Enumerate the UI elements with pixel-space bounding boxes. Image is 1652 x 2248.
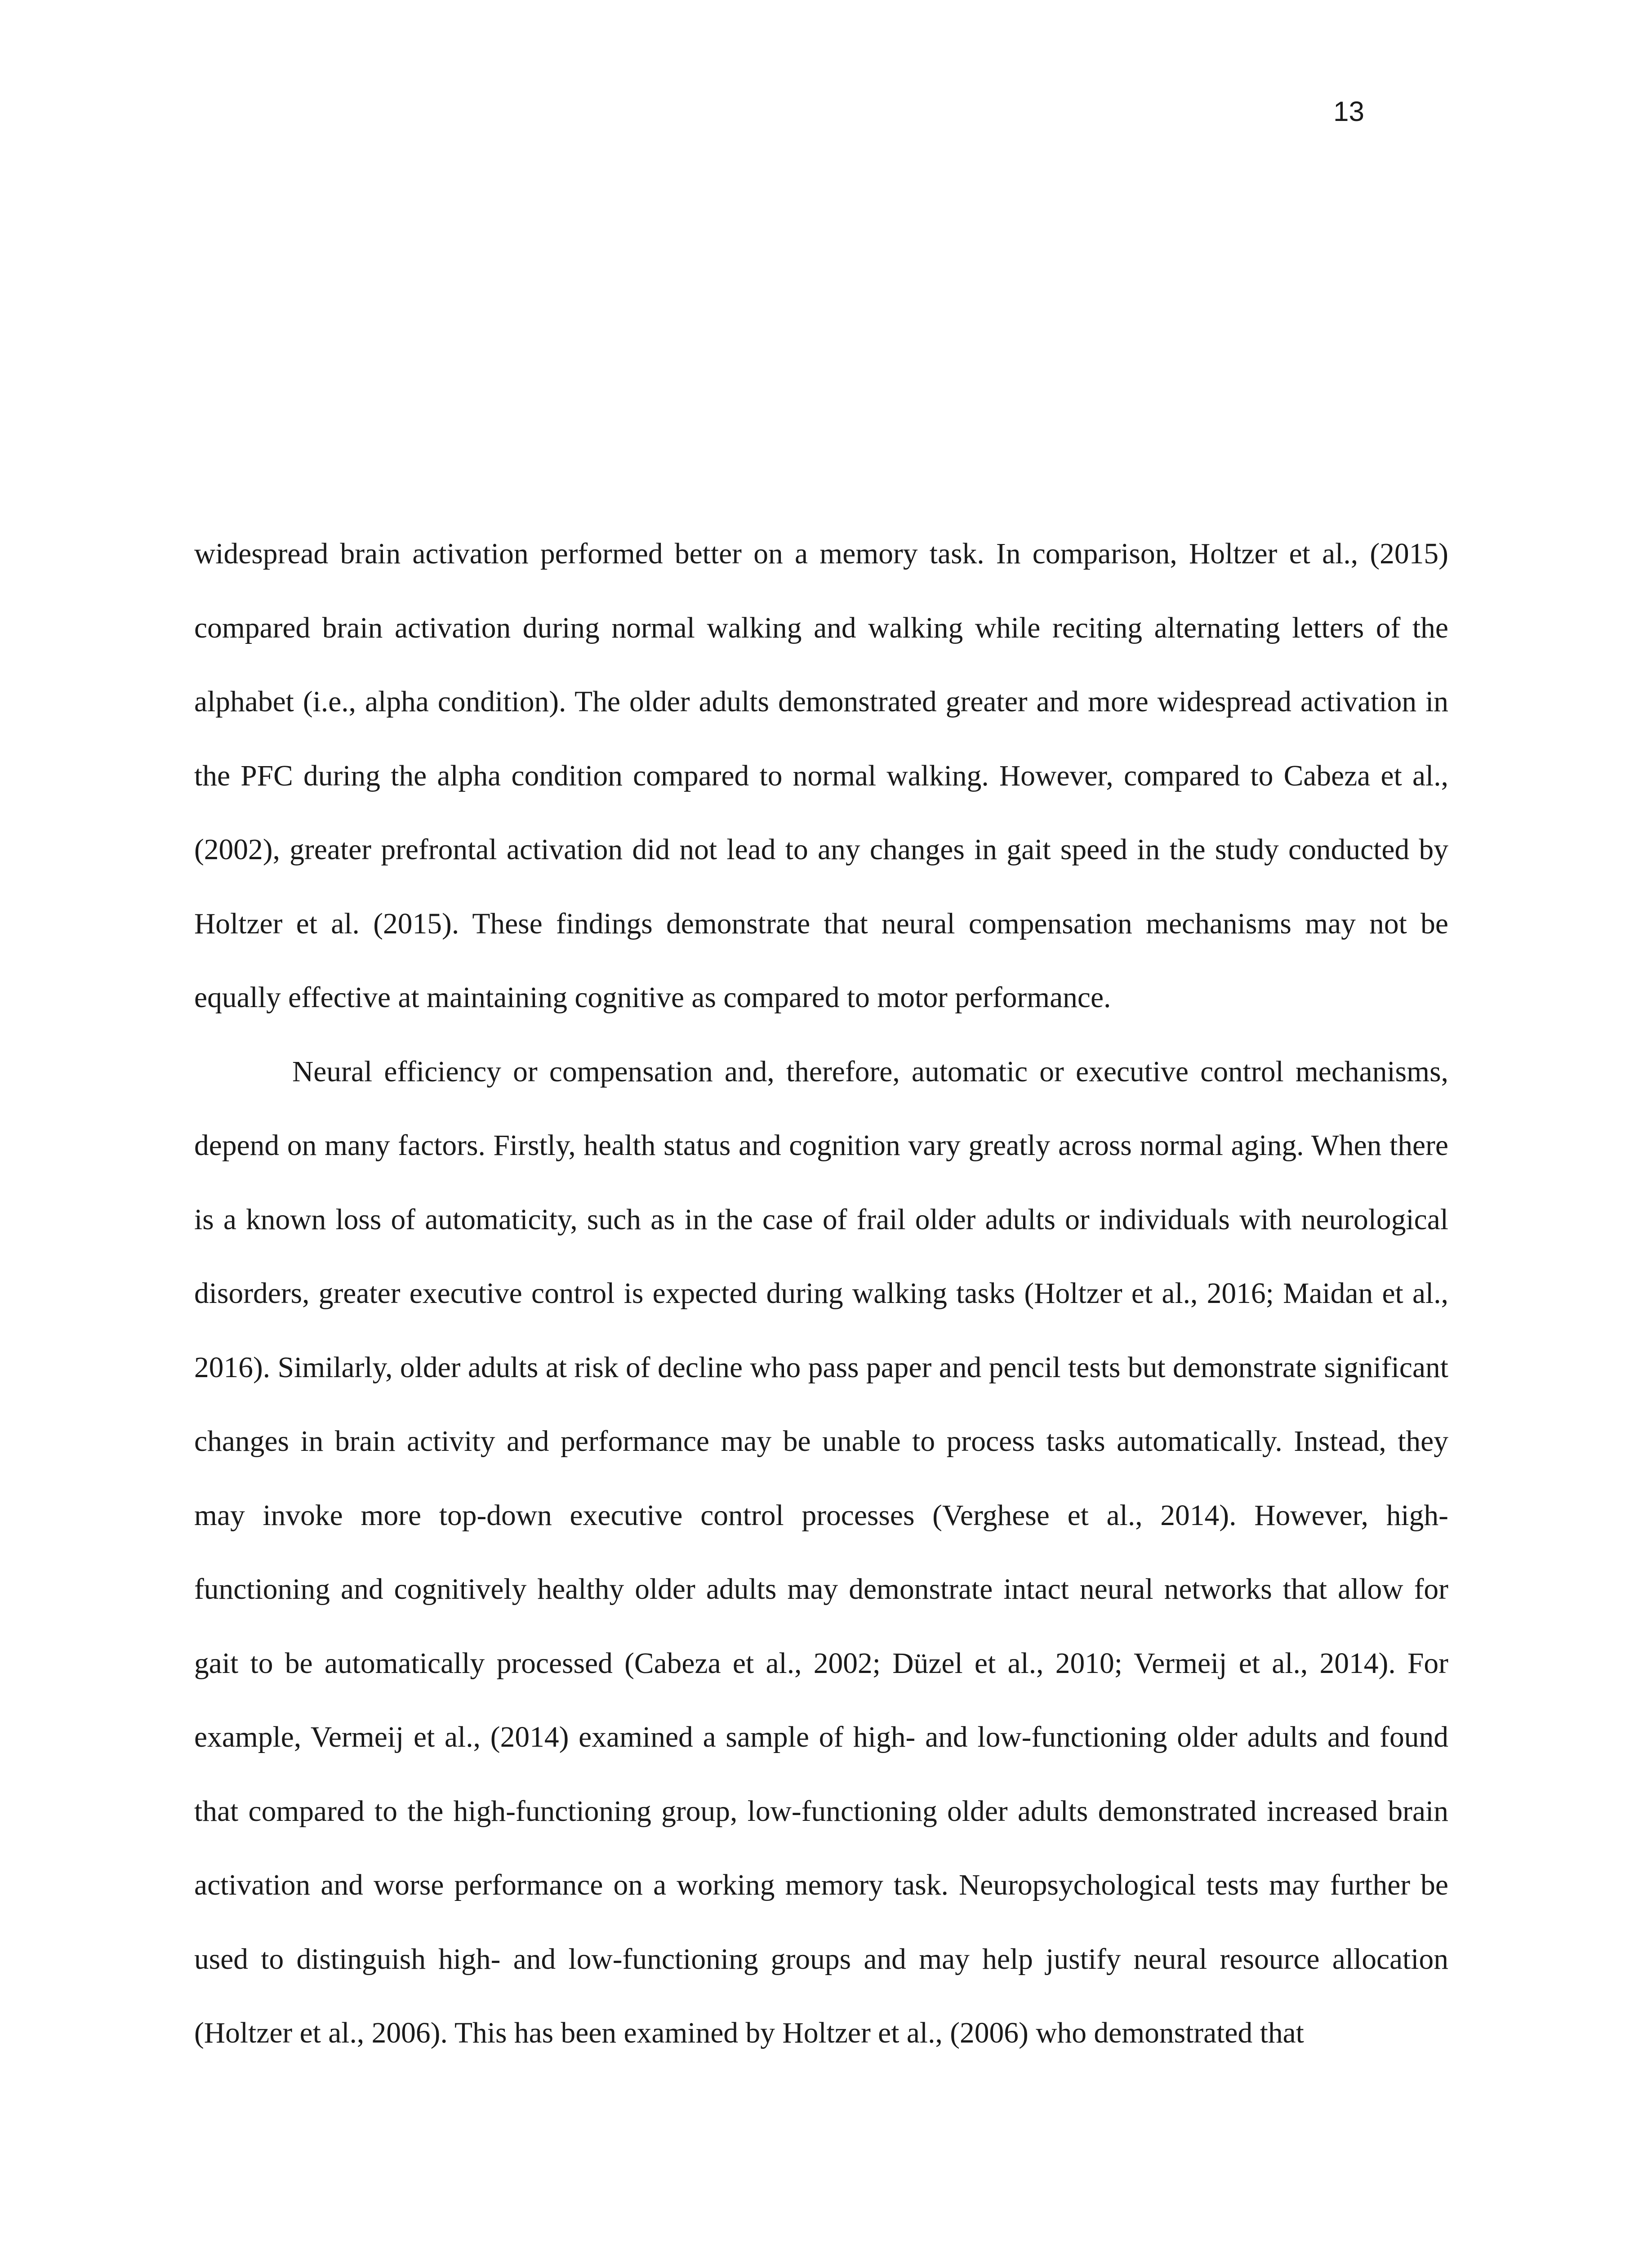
- body-text: [194, 517, 1448, 2070]
- paragraph-neural-efficiency: Neural efficiency or compensation and, therefore, automatic or executive control mechanisms, depend on many factors. Firstly, health status and cognition vary greatly across normal aging. When there is a known loss of automaticity, such as in the case of frail older adults or individuals with neurological disorders, greater executive control is expected during walking tasks (Holtzer et al., 2016; Maidan et al., 2016). Similarly, older adults at risk of decline who pass paper and pencil tests but demonstrate significant changes in brain activity and performance may be unable to process tasks automatically. Instead, they may invoke more top-down executive control processes (Verghese et al., 2014). However, high-functioning and cognitively healthy older adults may demonstrate intact neural networks that allow for gait to be automatically processed (Cabeza et al., 2002; Düzel et al., 2010; Vermeij et al., 2014). For example, Vermeij et al., (2014) examined a sample of high- and low-functioning older adults and found that compared to the high-functioning group, low-functioning older adults demonstrated increased brain activation and worse performance on a working memory task. Neuropsychological tests may further be used to distinguish high- and low-functioning groups and may help justify neural resource allocation (Holtzer et al., 2006). This has been examined by Holtzer et al., (2006) who demonstrated that: [194, 1055, 1448, 2049]
- page-number: 13: [1333, 96, 1364, 127]
- paragraph-continuation: widespread brain activation performed better on a memory task. In comparison, Holtzer et al., (2015) compared brain activation during normal walking and walking while reciting alternating letters of the alphabet (i.e., alpha condition). The older adults demonstrated greater and more widespread activation in the PFC during the alpha condition compared to normal walking. However, compared to Cabeza et al., (2002), greater prefrontal activation did not lead to any changes in gait speed in the study conducted by Holtzer et al. (2015). These findings demonstrate that neural compensation mechanisms may not be equally effective at maintaining cognitive as compared to motor performance.: [194, 538, 1448, 1014]
